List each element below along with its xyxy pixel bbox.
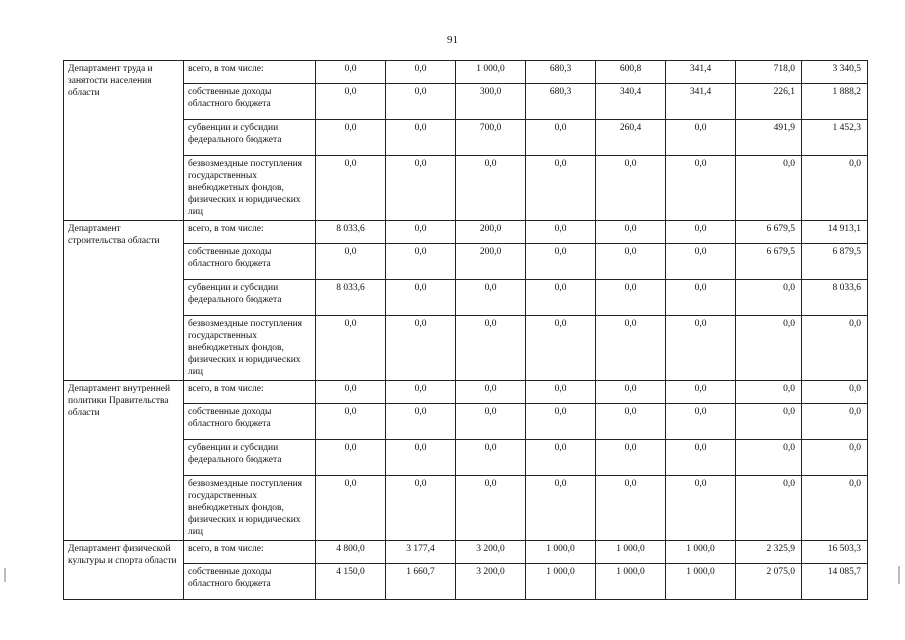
amount-cell: 340,4 <box>596 84 666 120</box>
amount-cell: 0,0 <box>736 156 802 221</box>
amount-cell: 0,0 <box>526 280 596 316</box>
amount-cell: 0,0 <box>596 156 666 221</box>
amount-cell: 0,0 <box>456 381 526 404</box>
amount-cell: 0,0 <box>386 61 456 84</box>
amount-cell: 1 452,3 <box>802 120 868 156</box>
funding-category-cell: всего, в том числе: <box>184 221 316 244</box>
amount-cell: 0,0 <box>736 440 802 476</box>
amount-cell: 0,0 <box>456 404 526 440</box>
amount-cell: 3 200,0 <box>456 564 526 600</box>
amount-cell: 491,9 <box>736 120 802 156</box>
funding-category-cell: безвозмездные поступления государственных внебюджетных фондов, физических и юридических лиц <box>184 316 316 381</box>
amount-cell: 3 177,4 <box>386 541 456 564</box>
table-row <box>64 120 868 156</box>
amount-cell: 0,0 <box>316 440 386 476</box>
table-row <box>64 404 868 440</box>
amount-cell: 8 033,6 <box>802 280 868 316</box>
amount-cell: 700,0 <box>456 120 526 156</box>
funding-category-cell: собственные доходы областного бюджета <box>184 244 316 280</box>
amount-cell: 718,0 <box>736 61 802 84</box>
amount-cell: 0,0 <box>596 280 666 316</box>
amount-cell: 0,0 <box>316 244 386 280</box>
amount-cell: 0,0 <box>386 221 456 244</box>
amount-cell: 0,0 <box>666 221 736 244</box>
amount-cell: 0,0 <box>456 280 526 316</box>
page-number: 91 <box>447 34 458 46</box>
amount-cell: 0,0 <box>596 221 666 244</box>
amount-cell: 200,0 <box>456 244 526 280</box>
department-cell: Департамент физической культуры и спорта области <box>64 541 184 600</box>
amount-cell: 0,0 <box>526 156 596 221</box>
amount-cell: 0,0 <box>666 381 736 404</box>
amount-cell: 0,0 <box>736 476 802 541</box>
amount-cell: 0,0 <box>736 280 802 316</box>
amount-cell: 0,0 <box>802 440 868 476</box>
amount-cell: 8 033,6 <box>316 221 386 244</box>
funding-category-cell: всего, в том числе: <box>184 381 316 404</box>
amount-cell: 2 325,9 <box>736 541 802 564</box>
amount-cell: 0,0 <box>316 120 386 156</box>
amount-cell: 4 800,0 <box>316 541 386 564</box>
amount-cell: 1 000,0 <box>666 541 736 564</box>
amount-cell: 14 085,7 <box>802 564 868 600</box>
table-row <box>64 221 868 244</box>
funding-category-cell: собственные доходы областного бюджета <box>184 564 316 600</box>
amount-cell: 1 660,7 <box>386 564 456 600</box>
amount-cell: 0,0 <box>596 381 666 404</box>
amount-cell: 0,0 <box>456 476 526 541</box>
table-row <box>64 244 868 280</box>
amount-cell: 0,0 <box>526 381 596 404</box>
amount-cell: 3 200,0 <box>456 541 526 564</box>
amount-cell: 600,8 <box>596 61 666 84</box>
amount-cell: 0,0 <box>386 84 456 120</box>
amount-cell: 0,0 <box>596 244 666 280</box>
amount-cell: 0,0 <box>666 316 736 381</box>
department-cell: Департамент труда и занятости населения области <box>64 61 184 221</box>
amount-cell: 1 000,0 <box>596 541 666 564</box>
amount-cell: 0,0 <box>736 316 802 381</box>
amount-cell: 1 000,0 <box>526 564 596 600</box>
amount-cell: 0,0 <box>596 404 666 440</box>
amount-cell: 0,0 <box>526 476 596 541</box>
funding-category-cell: субвенции и субсидии федерального бюджета <box>184 280 316 316</box>
department-cell: Департамент внутренней политики Правительства области <box>64 381 184 541</box>
scan-margin-mark <box>898 566 900 584</box>
table-row <box>64 564 868 600</box>
amount-cell: 3 340,5 <box>802 61 868 84</box>
amount-cell: 1 000,0 <box>666 564 736 600</box>
amount-cell: 226,1 <box>736 84 802 120</box>
table-row <box>64 156 868 221</box>
amount-cell: 680,3 <box>526 61 596 84</box>
amount-cell: 0,0 <box>596 476 666 541</box>
table-row <box>64 316 868 381</box>
amount-cell: 0,0 <box>316 156 386 221</box>
amount-cell: 0,0 <box>802 156 868 221</box>
amount-cell: 341,4 <box>666 61 736 84</box>
amount-cell: 0,0 <box>456 316 526 381</box>
amount-cell: 0,0 <box>802 381 868 404</box>
table-row <box>64 541 868 564</box>
funding-category-cell: безвозмездные поступления государственных внебюджетных фондов, физических и юридических лиц <box>184 156 316 221</box>
funding-category-cell: субвенции и субсидии федерального бюджета <box>184 120 316 156</box>
amount-cell: 0,0 <box>456 440 526 476</box>
funding-category-cell: субвенции и субсидии федерального бюджета <box>184 440 316 476</box>
amount-cell: 0,0 <box>386 244 456 280</box>
funding-category-cell: всего, в том числе: <box>184 61 316 84</box>
amount-cell: 6 679,5 <box>736 244 802 280</box>
amount-cell: 0,0 <box>316 84 386 120</box>
amount-cell: 0,0 <box>316 61 386 84</box>
scan-margin-mark <box>4 568 6 582</box>
table-row <box>64 440 868 476</box>
amount-cell: 0,0 <box>666 244 736 280</box>
amount-cell: 0,0 <box>666 404 736 440</box>
amount-cell: 0,0 <box>666 120 736 156</box>
amount-cell: 0,0 <box>386 156 456 221</box>
amount-cell: 8 033,6 <box>316 280 386 316</box>
table-row <box>64 84 868 120</box>
amount-cell: 1 000,0 <box>596 564 666 600</box>
amount-cell: 0,0 <box>526 244 596 280</box>
amount-cell: 1 888,2 <box>802 84 868 120</box>
amount-cell: 200,0 <box>456 221 526 244</box>
amount-cell: 0,0 <box>456 156 526 221</box>
amount-cell: 0,0 <box>666 280 736 316</box>
amount-cell: 680,3 <box>526 84 596 120</box>
amount-cell: 0,0 <box>526 316 596 381</box>
amount-cell: 1 000,0 <box>456 61 526 84</box>
amount-cell: 0,0 <box>666 476 736 541</box>
amount-cell: 0,0 <box>386 381 456 404</box>
funding-category-cell: собственные доходы областного бюджета <box>184 404 316 440</box>
amount-cell: 0,0 <box>736 404 802 440</box>
amount-cell: 14 913,1 <box>802 221 868 244</box>
amount-cell: 0,0 <box>526 404 596 440</box>
amount-cell: 0,0 <box>386 404 456 440</box>
department-cell: Департамент строительства области <box>64 221 184 381</box>
funding-category-cell: собственные доходы областного бюджета <box>184 84 316 120</box>
amount-cell: 6 879,5 <box>802 244 868 280</box>
budget-table <box>63 60 868 600</box>
amount-cell: 0,0 <box>666 440 736 476</box>
amount-cell: 6 679,5 <box>736 221 802 244</box>
amount-cell: 0,0 <box>802 316 868 381</box>
amount-cell: 0,0 <box>316 381 386 404</box>
amount-cell: 0,0 <box>386 476 456 541</box>
amount-cell: 260,4 <box>596 120 666 156</box>
amount-cell: 0,0 <box>316 476 386 541</box>
amount-cell: 0,0 <box>386 316 456 381</box>
amount-cell: 0,0 <box>386 280 456 316</box>
amount-cell: 0,0 <box>736 381 802 404</box>
amount-cell: 0,0 <box>526 221 596 244</box>
amount-cell: 2 075,0 <box>736 564 802 600</box>
amount-cell: 0,0 <box>596 440 666 476</box>
amount-cell: 0,0 <box>526 440 596 476</box>
amount-cell: 0,0 <box>596 316 666 381</box>
funding-category-cell: всего, в том числе: <box>184 541 316 564</box>
amount-cell: 1 000,0 <box>526 541 596 564</box>
table-row <box>64 280 868 316</box>
amount-cell: 0,0 <box>386 120 456 156</box>
table-row <box>64 381 868 404</box>
amount-cell: 16 503,3 <box>802 541 868 564</box>
amount-cell: 0,0 <box>316 404 386 440</box>
amount-cell: 341,4 <box>666 84 736 120</box>
table-row <box>64 476 868 541</box>
amount-cell: 0,0 <box>802 476 868 541</box>
amount-cell: 0,0 <box>802 404 868 440</box>
amount-cell: 4 150,0 <box>316 564 386 600</box>
amount-cell: 0,0 <box>526 120 596 156</box>
amount-cell: 300,0 <box>456 84 526 120</box>
amount-cell: 0,0 <box>666 156 736 221</box>
funding-category-cell: безвозмездные поступления государственных внебюджетных фондов, физических и юридических лиц <box>184 476 316 541</box>
amount-cell: 0,0 <box>386 440 456 476</box>
table-row <box>64 61 868 84</box>
amount-cell: 0,0 <box>316 316 386 381</box>
